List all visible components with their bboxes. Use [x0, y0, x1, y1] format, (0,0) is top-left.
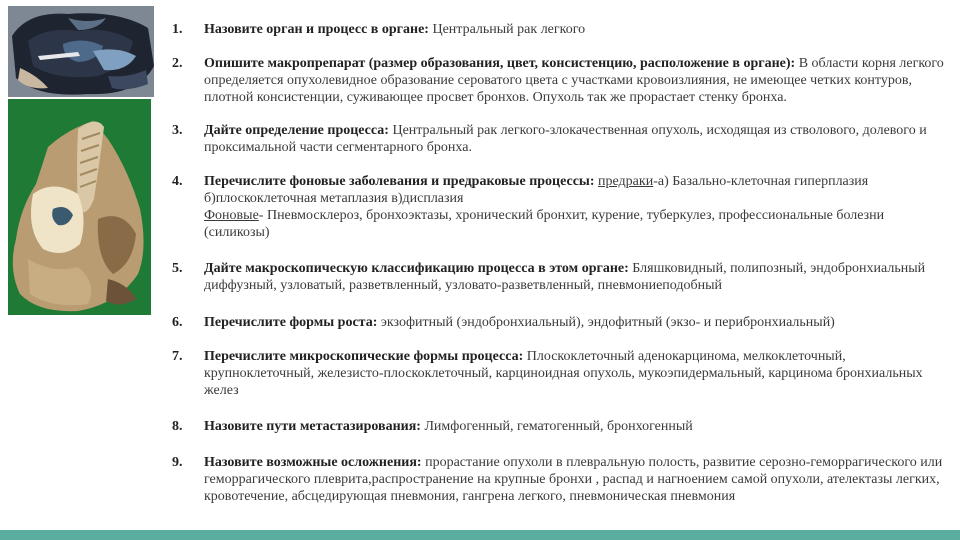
item-question: Перечислите формы роста:: [204, 315, 378, 330]
list-item: [172, 55, 952, 106]
item-number: 7.: [172, 349, 183, 364]
item-answer: экзофитный (эндобронхиальный), эндофитный (экзо- и перибронхиальный): [377, 315, 835, 330]
list-item: [172, 21, 952, 38]
item-question: Дайте макроскопическую классификацию процесса в этом органе:: [204, 261, 629, 276]
item-question: Опишите макропрепарат (размер образования, цвет, консистенцию, расположение в органе):: [204, 56, 796, 71]
item-question: Назовите орган и процесс в органе:: [204, 22, 429, 37]
item-number: 5.: [172, 261, 183, 276]
question-answer-list: [172, 21, 952, 505]
list-item: [172, 348, 952, 399]
item-answer: Лимфогенный, гематогенный, бронхогенный: [420, 419, 693, 434]
item-question: Назовите возможные осложнения:: [204, 455, 422, 470]
item-answer: Плоскоклеточный аденокарцинома, мелкоклеточный, крупноклеточный, железисто-плоскоклеточный, карциноидная опухоль, мукоэпидермальный, карцинома бронхиальных желез: [204, 349, 923, 398]
list-item: [172, 173, 952, 241]
list-item: [172, 454, 952, 505]
background-text: - Пневмосклероз, бронхоэктазы, хронический бронхит, курение, туберкулез, профессиональные болезни (силикозы): [204, 208, 885, 240]
item-number: 9.: [172, 455, 183, 470]
item-answer: Бляшковидный, полипозный, эндобронхиальный диффузный, узловатый, разветвленный, узловато-разветвленный, пневмониеподобный: [204, 261, 926, 293]
item-number: 3.: [172, 123, 183, 138]
list-item: [172, 314, 952, 331]
item-number: 4.: [172, 174, 183, 189]
item-question: Перечислите микроскопические формы процесса:: [204, 349, 524, 364]
specimen-photo-bronchus-tumor: [8, 99, 151, 315]
item-answer: Центральный рак легкого-злокачественная опухоль, исходящая из стволового, долевого и проксимальной части сегментарного бронха.: [204, 123, 927, 155]
item-number: 8.: [172, 419, 183, 434]
list-item: [172, 260, 952, 294]
item-number: 6.: [172, 315, 183, 330]
item-number: 2.: [172, 56, 183, 71]
list-item: [172, 122, 952, 156]
precancer-text: -а) Базально-клеточная гиперплазия б)плоскоклеточная метаплазия в)дисплазия: [204, 174, 869, 206]
bottom-accent-bar: [0, 530, 960, 540]
list-item: [172, 418, 952, 435]
item-question: Назовите пути метастазирования:: [204, 419, 421, 434]
item-answer: В области корня легкого определяется опухолевидное образование сероватого цвета с участками кровоизлияния, не имеющее четких контуров, плотной консистенции, суживающее просвет бронхов. Опухоль так же прорастает стенку бронха.: [204, 56, 944, 105]
item-question: Перечислите фоновые заболевания и предраковые процессы:: [204, 174, 595, 189]
item-number: 1.: [172, 22, 183, 37]
specimen-photo-lung-section: [8, 6, 154, 97]
item-answer: прорастание опухоли в плевральную полость, развитие серозно-геморрагического или геморрагического плеврита,распространение на крупные бронхи , распад и нагноением самой опухоли, ателектазы легких, кровотечение, абсцедирующая пневмония, гангрена легкого, пневмоническая пневмония: [204, 455, 943, 504]
item-question: Дайте определение процесса:: [204, 123, 389, 138]
precancer-label: предраки: [598, 174, 654, 189]
background-label: Фоновые: [204, 208, 259, 223]
item-answer: Центральный рак легкого: [428, 22, 586, 37]
